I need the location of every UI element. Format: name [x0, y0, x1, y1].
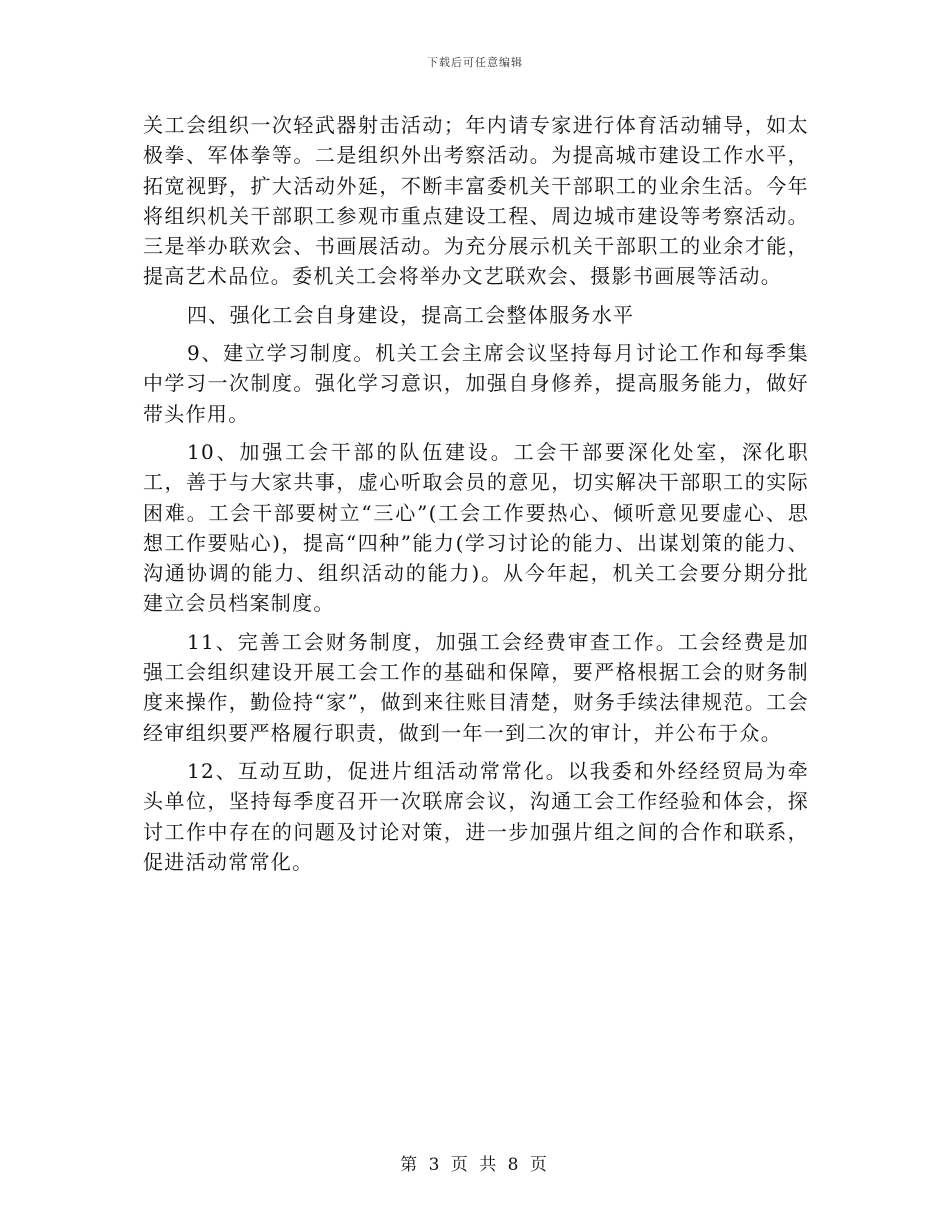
paragraph-item-9: 9、建立学习制度。机关工会主席会议坚持每月讨论工作和每季集中学习一次制度。强化学习意识，加强自身修养，提高服务能力，做好带头作用。: [143, 341, 809, 426]
paragraph-item-12: 12、互动互助，促进片组活动常常化。以我委和外经经贸局为牵头单位，坚持每季度召开一次联席会议，沟通工会工作经验和体会，探讨工作中存在的问题及讨论对策，进一步加强片组之间的合作和联系，促进活动常常化。: [143, 758, 809, 874]
page-number-footer: 第 3 页 共 8 页: [400, 1155, 550, 1175]
paragraph-item-11: 11、完善工会财务制度，加强工会经费审查工作。工会经费是加强工会组织建设开展工会工作的基础和保障，要严格根据工会的财务制度来操作，勤俭持“家”，做到来往账目清楚，财务手续法律规范。工会经审组织要严格履行职责，做到一年一到二次的审计，并公布于众。: [143, 629, 809, 745]
header-note: 下载后可任意编辑: [427, 56, 523, 69]
document-body: [143, 110, 809, 877]
paragraph-activities-continued: 关工会组织一次轻武器射击活动；年内请专家进行体育活动辅导，如太极拳、军体拳等。二是组织外出考察活动。为提高城市建设工作水平，拓宽视野，扩大活动外延，不断丰富委机关干部职工的业余生活。今年将组织机关干部职工参观市重点建设工程、周边城市建设等考察活动。三是举办联欢会、书画展活动。为充分展示机关干部职工的业余才能，提高艺术品位。委机关工会将举办文艺联欢会、摄影书画展等活动。: [143, 113, 809, 289]
paragraph-item-10: 10、加强工会干部的队伍建设。工会干部要深化处室，深化职工，善于与大家共事，虚心听取会员的意见，切实解决干部职工的实际困难。工会干部要树立“三心”(工会工作要热心、倾听意见要虚心、思想工作要贴心)，提高“四种”能力(学习讨论的能力、出谋划策的能力、沟通协调的能力、组织活动的能力)。从今年起，机关工会要分期分批建立会员档案制度。: [143, 439, 809, 616]
section-heading-4: 四、强化工会自身建设，提高工会整体服务水平: [187, 302, 635, 327]
